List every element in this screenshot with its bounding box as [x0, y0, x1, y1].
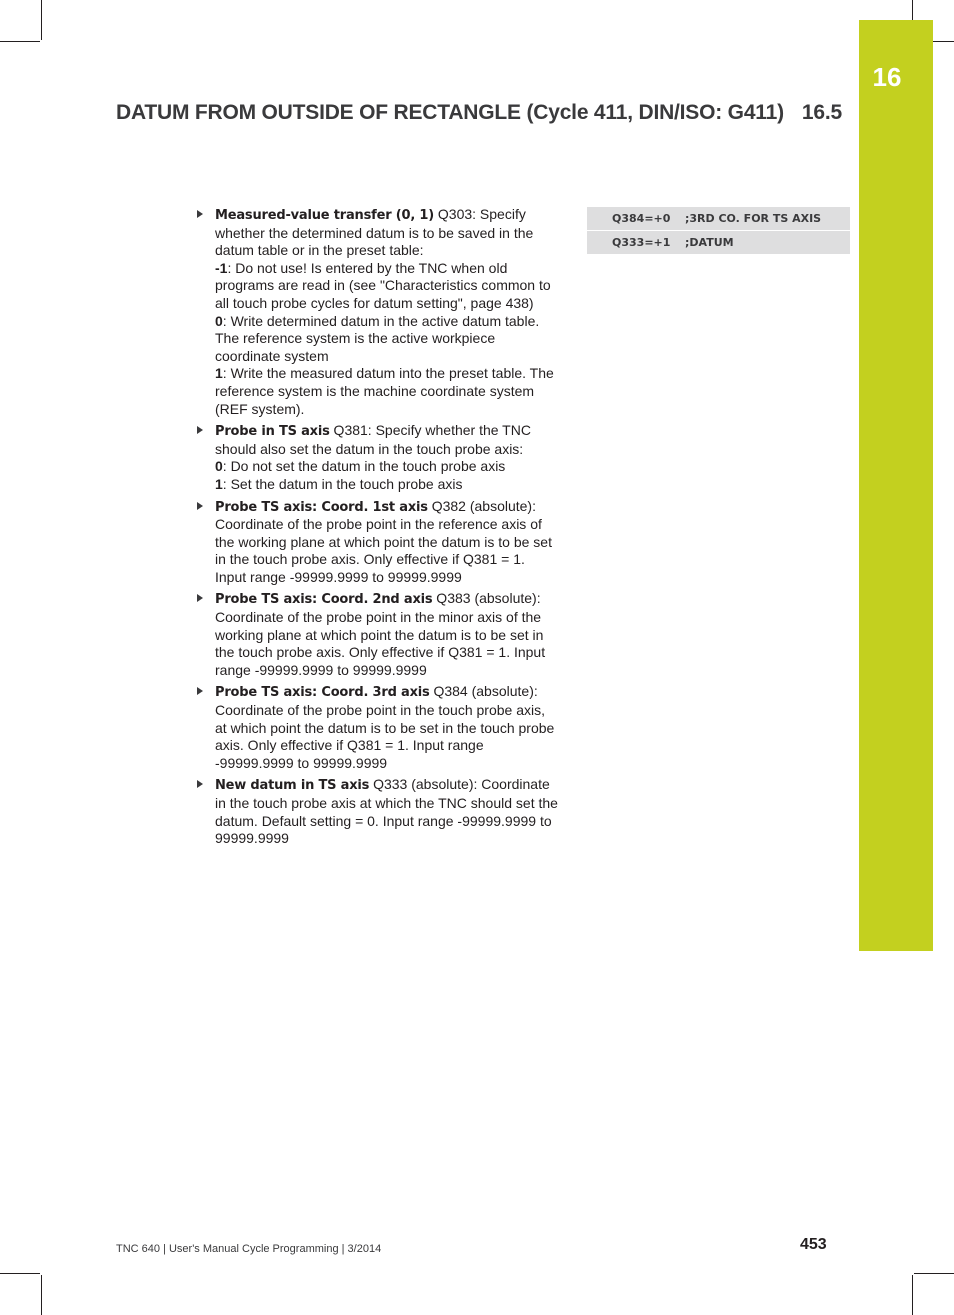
bullet-arrow-icon: [197, 210, 203, 218]
bullet-arrow-icon: [197, 502, 203, 510]
parameter-label: Probe TS axis: Coord. 2nd axis: [215, 592, 433, 608]
parameter-option: [215, 365, 558, 418]
bullet-arrow-icon: [197, 426, 203, 434]
parameter-item: [196, 683, 558, 772]
page-number: 453: [800, 1236, 827, 1253]
option-text: : Set the datum in the touch probe axis: [222, 475, 463, 492]
footer-text: TNC 640 | User's Manual Cycle Programming | 3/2014: [116, 1243, 382, 1255]
option-key: 0: [215, 312, 223, 329]
chapter-number: 16: [872, 62, 902, 92]
page-title: DATUM FROM OUTSIDE OF RECTANGLE (Cycle 411, DIN/ISO: G411): [116, 101, 784, 124]
parameter-label: Probe TS axis: Coord. 1st axis: [215, 499, 428, 515]
parameter-label: Probe in TS axis: [215, 424, 330, 440]
crop-mark: [912, 1275, 913, 1315]
parameter-option: [215, 458, 558, 476]
parameter-list: [196, 206, 558, 852]
parameter-description: Q384 (absolute): Coordinate of the probe point in the touch probe axis, at which point the datum is to be set in the touch probe axis. Only effective if Q381 = 1. Input range -99999.9999 to 99999.9999: [215, 683, 555, 771]
option-text: : Write determined datum in the active datum table. The reference system is the active workpiece coordinate system: [215, 312, 540, 364]
section-number: 16.5: [801, 101, 842, 124]
crop-mark: [0, 1273, 40, 1274]
parameter-item: [196, 776, 558, 847]
parameter-item: [196, 422, 558, 493]
crop-mark: [914, 1273, 954, 1274]
chapter-tab: [859, 20, 933, 951]
code-parameter: Q384=+0: [612, 212, 671, 225]
code-parameter: Q333=+1: [612, 236, 671, 249]
nc-code-block: [587, 207, 850, 255]
option-key: 1: [215, 365, 223, 382]
parameter-label: Probe TS axis: Coord. 3rd axis: [215, 685, 430, 701]
parameter-description: Q303: Specify whether the determined datum is to be saved in the datum table or in the preset table:: [215, 206, 534, 259]
option-text: : Do not use! Is entered by the TNC when old programs are read in (see "Characteristics common to all touch probe cycles for datum setting", page 438): [215, 259, 551, 311]
parameter-description: Q383 (absolute): Coordinate of the probe point in the minor axis of the working plane at which point the datum is to be set in the touch probe axis. Only effective if Q381 = 1. Input range -99999.9999 to 99999.9999: [215, 590, 546, 678]
parameter-description: Q333 (absolute): Coordinate in the touch probe axis at which the TNC should set the datum. Default setting = 0. Input range -99999.9999 to 99999.9999: [215, 776, 558, 847]
parameter-label: New datum in TS axis: [215, 778, 370, 794]
option-text: : Do not set the datum in the touch probe axis: [222, 458, 506, 475]
code-row: [587, 207, 850, 230]
option-text: : Write the measured datum into the preset table. The reference system is the machine coordinate system (REF system).: [215, 365, 554, 417]
parameter-item: [196, 590, 558, 679]
code-comment: ;3RD CO. FOR TS AXIS: [685, 212, 822, 225]
crop-mark: [41, 0, 42, 40]
crop-mark: [41, 1275, 42, 1315]
parameter-description: Q382 (absolute): Coordinate of the probe point in the reference axis of the working plane at which point the datum is to be set in the touch probe axis. Only effective if Q381 = 1. Input range -99999.9999 to 99999.9999: [215, 497, 552, 585]
option-key: -1: [215, 259, 228, 276]
option-key: 1: [215, 475, 223, 492]
crop-mark: [0, 41, 40, 42]
bullet-arrow-icon: [197, 687, 203, 695]
option-key: 0: [215, 458, 223, 475]
parameter-item: [196, 498, 558, 587]
code-comment: ;DATUM: [685, 236, 734, 249]
parameter-option: [215, 476, 558, 494]
bullet-arrow-icon: [197, 594, 203, 602]
parameter-item: [196, 206, 558, 418]
bullet-arrow-icon: [197, 780, 203, 788]
page-header: [116, 101, 856, 125]
parameter-description: Q381: Specify whether the TNC should also set the datum in the touch probe axis:: [215, 422, 531, 457]
code-row: [587, 231, 850, 254]
parameter-option: [215, 313, 558, 366]
parameter-option: [215, 260, 558, 313]
parameter-label: Measured-value transfer (0, 1): [215, 208, 434, 223]
